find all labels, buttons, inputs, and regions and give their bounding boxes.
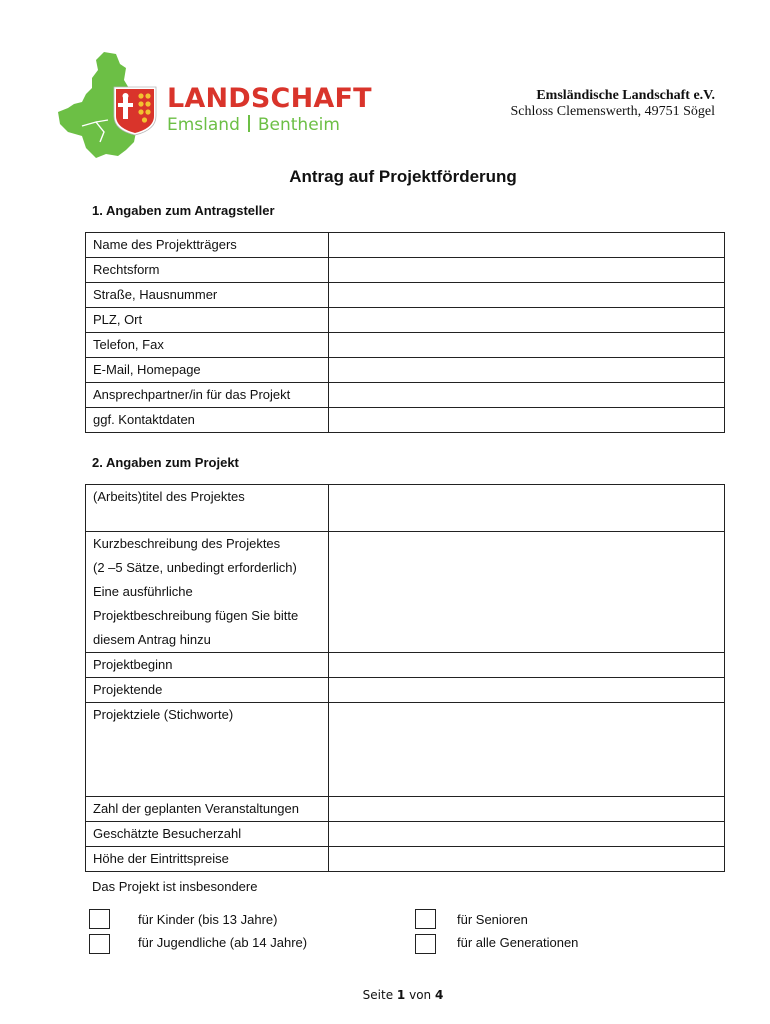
field-label: Zahl der geplanten Veranstaltungen: [86, 797, 329, 822]
checkbox-label-kinder: für Kinder (bis 13 Jahre): [138, 912, 278, 927]
field-value[interactable]: [329, 383, 725, 408]
table-row: [86, 308, 725, 333]
checkbox-label-alle-generationen: für alle Generationen: [457, 935, 579, 950]
field-value[interactable]: [329, 408, 725, 433]
field-value[interactable]: [329, 703, 725, 797]
kurz-note-line: Eine ausführliche: [93, 584, 193, 599]
field-value[interactable]: [329, 308, 725, 333]
table-row: [86, 532, 725, 653]
field-value[interactable]: [329, 532, 725, 653]
field-value[interactable]: [329, 653, 725, 678]
field-label: Projektende: [86, 678, 329, 703]
field-label: Geschätzte Besucherzahl: [86, 822, 329, 847]
table-row: [86, 485, 725, 532]
field-label: Name des Projektträgers: [86, 233, 329, 258]
org-address: Schloss Clemenswerth, 49751 Sögel: [510, 104, 715, 119]
field-label: Projektziele (Stichworte): [86, 703, 329, 797]
logo-subtitle: Emsland Bentheim: [167, 115, 340, 135]
checkbox-kinder[interactable]: [89, 909, 110, 929]
field-label: Telefon, Fax: [86, 333, 329, 358]
table-row: [86, 653, 725, 678]
kurz-label: Kurzbeschreibung des Projektes: [93, 536, 281, 551]
field-label: E-Mail, Homepage: [86, 358, 329, 383]
table-row: [86, 678, 725, 703]
table-row: [86, 233, 725, 258]
field-value[interactable]: [329, 283, 725, 308]
kurz-note-line: Projektbeschreibung fügen Sie bitte: [93, 608, 299, 623]
section-1-heading: 1. Angaben zum Antragsteller: [92, 203, 275, 218]
checkbox-alle-generationen[interactable]: [415, 934, 436, 954]
audience-intro: Das Projekt ist insbesondere: [92, 879, 258, 894]
field-label: (Arbeits)titel des Projektes: [86, 485, 329, 532]
field-label: Ansprechpartner/in für das Projekt: [86, 383, 329, 408]
coat-of-arms-icon: [114, 87, 156, 135]
field-value[interactable]: [329, 258, 725, 283]
table-row: [86, 408, 725, 433]
field-label: [86, 532, 329, 653]
table-row: [86, 822, 725, 847]
table-row: [86, 383, 725, 408]
checkbox-senioren[interactable]: [415, 909, 436, 929]
field-value[interactable]: [329, 233, 725, 258]
field-value[interactable]: [329, 797, 725, 822]
logo-wordmark: LANDSCHAFT: [167, 83, 372, 114]
table-row: [86, 797, 725, 822]
field-label: ggf. Kontaktdaten: [86, 408, 329, 433]
kurz-note-line: (2 –5 Sätze, unbedingt erforderlich): [93, 560, 297, 575]
field-value[interactable]: [329, 333, 725, 358]
logo-separator: [248, 115, 250, 132]
checkbox-jugendliche[interactable]: [89, 934, 110, 954]
table-row: [86, 847, 725, 872]
field-value[interactable]: [329, 678, 725, 703]
field-value[interactable]: [329, 822, 725, 847]
table-row: [86, 283, 725, 308]
page-title: Antrag auf Projektförderung: [289, 167, 517, 186]
table-row: [86, 703, 725, 797]
field-value[interactable]: [329, 847, 725, 872]
table-row: [86, 333, 725, 358]
section-2-heading: 2. Angaben zum Projekt: [92, 455, 239, 470]
field-label: PLZ, Ort: [86, 308, 329, 333]
org-name: Emsländische Landschaft e.V.: [536, 88, 715, 103]
field-label: Projektbeginn: [86, 653, 329, 678]
current-page: 1: [396, 988, 406, 1002]
checkbox-label-jugendliche: für Jugendliche (ab 14 Jahre): [138, 935, 308, 950]
page-footer: Seite 1 von 4: [362, 988, 444, 1002]
field-value[interactable]: [329, 358, 725, 383]
field-value[interactable]: [329, 485, 725, 532]
table-row: [86, 358, 725, 383]
table-row: [86, 258, 725, 283]
project-table: [85, 484, 725, 872]
kurz-note-line: diesem Antrag hinzu: [93, 632, 211, 647]
field-label: Rechtsform: [86, 258, 329, 283]
field-label: Straße, Hausnummer: [86, 283, 329, 308]
checkbox-label-senioren: für Senioren: [457, 912, 528, 927]
field-label: Höhe der Eintrittspreise: [86, 847, 329, 872]
applicant-table: [85, 232, 725, 433]
total-pages: 4: [434, 988, 444, 1002]
